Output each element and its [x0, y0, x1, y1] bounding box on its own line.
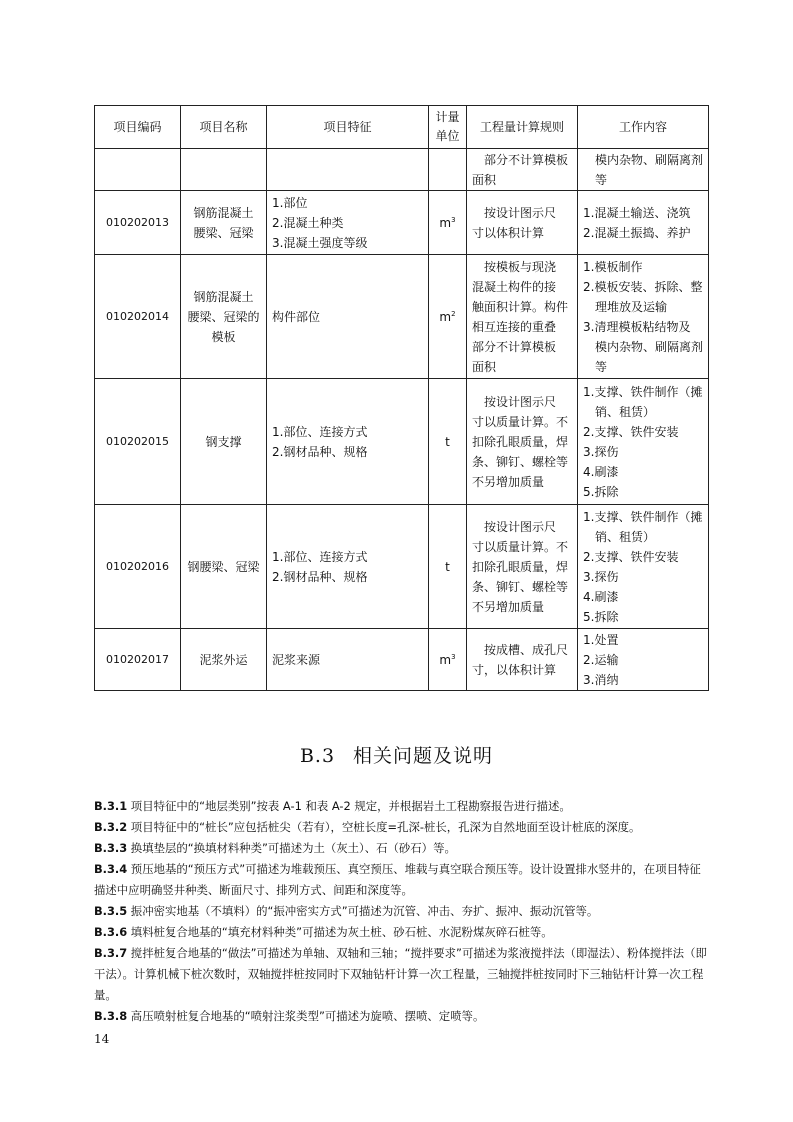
cell-work-line: 等 — [583, 359, 608, 374]
cell-work-line: 5.拆除 — [583, 609, 619, 624]
cell-code: 010202014 — [95, 255, 181, 379]
header-name: 项目名称 — [181, 106, 267, 149]
cell-features-line: 2.钢材品种、规格 — [272, 569, 368, 584]
cell-features — [267, 629, 429, 691]
cell-rule-line: 寸以质量计算。不 — [472, 539, 569, 554]
note-label: B.3.8 — [94, 1009, 128, 1023]
section-title: 相关问题及说明 — [353, 745, 494, 767]
cell-name-line: 钢腰梁、冠梁 — [187, 559, 260, 574]
cell-features — [267, 379, 429, 505]
note-label: B.3.6 — [94, 925, 128, 939]
cell-features-line: 1.部位 — [272, 195, 308, 210]
cell-unit — [429, 191, 467, 255]
cell-work-line: 2.支撑、铁件安装 — [583, 424, 679, 439]
cell-rule-line: 相互连接的重叠 — [472, 319, 557, 334]
cell-name — [181, 379, 267, 505]
cell-code — [95, 149, 181, 191]
unit-superscript: 2 — [451, 309, 456, 318]
cell-work — [578, 149, 709, 191]
table-row — [95, 149, 709, 191]
cell-name — [181, 255, 267, 379]
note-text: 预压地基的“预压方式”可描述为堆载预压、真空预压、堆载与真空联合预压等。设计设置排水竖井的，在项目特征描述中应明确竖井种类、断面尺寸、排列方式、间距和深度等。 — [94, 862, 701, 897]
cell-work-line: 3.探伤 — [583, 569, 619, 584]
cell-features — [267, 149, 429, 191]
cell-work-line: 4.刷漆 — [583, 589, 619, 604]
cell-work-line: 4.刷漆 — [583, 464, 619, 479]
section-number: B.3 — [299, 745, 336, 767]
header-rule: 工程量计算规则 — [467, 106, 578, 149]
cell-work-line: 等 — [583, 172, 608, 187]
header-work: 工作内容 — [578, 106, 709, 149]
cell-name-line: 腰梁、冠梁的 — [187, 309, 260, 324]
page-number: 14 — [94, 1032, 110, 1046]
cell-rule-line: 按设计图示尺 — [484, 205, 557, 220]
cell-features-line: 2.混凝土种类 — [272, 215, 344, 230]
note-text: 换填垫层的“换填材料种类”可描述为土（灰土）、石（砂石）等。 — [127, 841, 456, 855]
note-item — [94, 817, 708, 838]
unit-text: m — [439, 215, 452, 230]
note-text: 项目特征中的“地层类别”按表 A-1 和表 A-2 规定，并根据岩土工程勘察报告进行描述。 — [127, 799, 571, 813]
cell-name-line: 钢筋混凝土 — [193, 289, 254, 304]
cell-rule-line: 按成槽、成孔尺 — [484, 642, 569, 657]
cell-work — [578, 255, 709, 379]
cell-unit — [429, 149, 467, 191]
table-header-row — [95, 106, 709, 149]
cell-work-line: 理堆放及运输 — [583, 299, 668, 314]
cell-features — [267, 505, 429, 629]
cell-work — [578, 379, 709, 505]
table-row — [95, 191, 709, 255]
cell-rule-line: 寸以体积计算 — [472, 225, 545, 240]
cell-rule-line: 寸，以体积计算 — [472, 662, 557, 677]
cell-rule-line: 不另增加质量 — [472, 474, 545, 489]
note-item — [94, 1006, 708, 1027]
unit-text: m — [439, 309, 452, 324]
unit-text: t — [445, 434, 450, 449]
note-label: B.3.1 — [94, 799, 128, 813]
cell-rule-line: 部分不计算模板 — [472, 339, 557, 354]
cell-unit — [429, 379, 467, 505]
note-label: B.3.2 — [94, 820, 128, 834]
cell-rule-line: 部分不计算模板 — [484, 152, 569, 167]
cell-name-line: 钢支撑 — [205, 434, 242, 449]
cell-work — [578, 191, 709, 255]
cell-features-line: 泥浆来源 — [272, 652, 321, 667]
note-label: B.3.7 — [94, 946, 128, 960]
cell-name — [181, 149, 267, 191]
cell-rule-line: 寸以质量计算。不 — [472, 414, 569, 429]
header-code: 项目编码 — [95, 106, 181, 149]
note-item — [94, 796, 708, 817]
cell-name — [181, 191, 267, 255]
bill-of-quantities-table — [94, 105, 709, 691]
note-label: B.3.3 — [94, 841, 128, 855]
cell-rule-line: 按模板与现浇 — [484, 259, 557, 274]
note-label: B.3.4 — [94, 862, 128, 876]
cell-work-line: 2.混凝土振捣、养护 — [583, 225, 691, 240]
note-item — [94, 838, 708, 859]
cell-work-line: 3.消纳 — [583, 672, 619, 687]
table-row — [95, 255, 709, 379]
cell-rule-line: 条、铆钉、螺栓等 — [472, 454, 569, 469]
cell-rule-line: 面积 — [472, 172, 497, 187]
cell-name-line: 模板 — [211, 329, 236, 344]
header-unit: 计量 单位 — [429, 106, 467, 149]
cell-rule — [467, 379, 578, 505]
cell-features-line: 1.部位、连接方式 — [272, 424, 368, 439]
note-text: 振冲密实地基（不填料）的“振冲密实方式”可描述为沉管、冲击、夯扩、振冲、振动沉管等。 — [127, 904, 599, 918]
table-row — [95, 505, 709, 629]
cell-unit — [429, 255, 467, 379]
note-item — [94, 922, 708, 943]
note-item — [94, 901, 708, 922]
cell-work-line: 模内杂物、刷隔离剂 — [583, 152, 704, 167]
cell-unit — [429, 629, 467, 691]
note-item — [94, 859, 708, 901]
note-label: B.3.5 — [94, 904, 128, 918]
cell-features-line: 3.混凝土强度等级 — [272, 235, 368, 250]
cell-code: 010202013 — [95, 191, 181, 255]
cell-rule-line: 按设计图示尺 — [484, 394, 557, 409]
cell-work-line: 1.模板制作 — [583, 259, 643, 274]
cell-work-line: 2.运输 — [583, 652, 619, 667]
cell-name-line: 腰梁、冠梁 — [193, 225, 254, 240]
cell-rule-line: 按设计图示尺 — [484, 519, 557, 534]
cell-work-line: 1.支撑、铁件制作（摊 — [583, 509, 703, 524]
cell-code: 010202017 — [95, 629, 181, 691]
cell-rule-line: 扣除孔眼质量，焊 — [472, 434, 569, 449]
cell-work-line: 1.混凝土输送、浇筑 — [583, 205, 691, 220]
cell-unit — [429, 505, 467, 629]
cell-features-line: 2.钢材品种、规格 — [272, 444, 368, 459]
cell-rule-line: 条、铆钉、螺栓等 — [472, 579, 569, 594]
cell-rule — [467, 505, 578, 629]
cell-rule — [467, 629, 578, 691]
cell-name — [181, 629, 267, 691]
cell-work-line: 3.探伤 — [583, 444, 619, 459]
note-text: 搅拌桩复合地基的“做法”可描述为单轴、双轴和三轴；“搅拌要求”可描述为浆液搅拌法（即湿法）、粉体搅拌法（即干法）。计算机械下桩次数时，双轴搅拌桩按同时下双轴钻杆计算一次工程量，三轴搅拌桩按同时下三轴钻杆计算一次工程量。 — [94, 946, 707, 1002]
cell-work-line: 1.支撑、铁件制作（摊 — [583, 384, 703, 399]
cell-name-line: 钢筋混凝土 — [193, 205, 254, 220]
note-text: 高压喷射桩复合地基的“喷射注浆类型”可描述为旋喷、摆喷、定喷等。 — [127, 1009, 485, 1023]
note-text: 项目特征中的“桩长”应包括桩尖（若有），空桩长度=孔深-桩长，孔深为自然地面至设计桩底的深度。 — [127, 820, 641, 834]
cell-code: 010202015 — [95, 379, 181, 505]
cell-work-line: 2.支撑、铁件安装 — [583, 549, 679, 564]
cell-rule — [467, 255, 578, 379]
cell-name-line: 泥浆外运 — [199, 652, 248, 667]
cell-rule-line: 扣除孔眼质量，焊 — [472, 559, 569, 574]
notes-list — [94, 796, 708, 1027]
cell-work-line: 销、租赁） — [583, 404, 656, 419]
cell-work-line: 1.处置 — [583, 632, 619, 647]
header-features: 项目特征 — [267, 106, 429, 149]
cell-work — [578, 505, 709, 629]
cell-work-line: 5.拆除 — [583, 484, 619, 499]
table-row — [95, 379, 709, 505]
unit-superscript: 3 — [451, 652, 456, 661]
cell-features — [267, 191, 429, 255]
cell-rule-line: 不另增加质量 — [472, 599, 545, 614]
unit-text: m — [439, 652, 452, 667]
cell-work-line: 销、租赁） — [583, 529, 656, 544]
cell-work-line: 模内杂物、刷隔离剂 — [583, 339, 704, 354]
cell-features-line: 构件部位 — [272, 309, 321, 324]
unit-superscript: 3 — [451, 215, 456, 224]
note-item — [94, 943, 708, 1006]
unit-text: t — [445, 559, 450, 574]
section-heading — [0, 741, 793, 768]
cell-name — [181, 505, 267, 629]
cell-code: 010202016 — [95, 505, 181, 629]
cell-work-line: 2.模板安装、拆除、整 — [583, 279, 703, 294]
cell-rule-line: 触面积计算。构件 — [472, 299, 569, 314]
cell-rule-line: 混凝土构件的接 — [472, 279, 557, 294]
cell-rule — [467, 149, 578, 191]
note-text: 填料桩复合地基的“填充材料种类”可描述为灰土桩、砂石桩、水泥粉煤灰碎石桩等。 — [127, 925, 553, 939]
cell-rule — [467, 191, 578, 255]
cell-features-line: 1.部位、连接方式 — [272, 549, 368, 564]
cell-work-line: 3.清理模板粘结物及 — [583, 319, 691, 334]
cell-work — [578, 629, 709, 691]
cell-features — [267, 255, 429, 379]
table-row — [95, 629, 709, 691]
cell-rule-line: 面积 — [472, 359, 497, 374]
